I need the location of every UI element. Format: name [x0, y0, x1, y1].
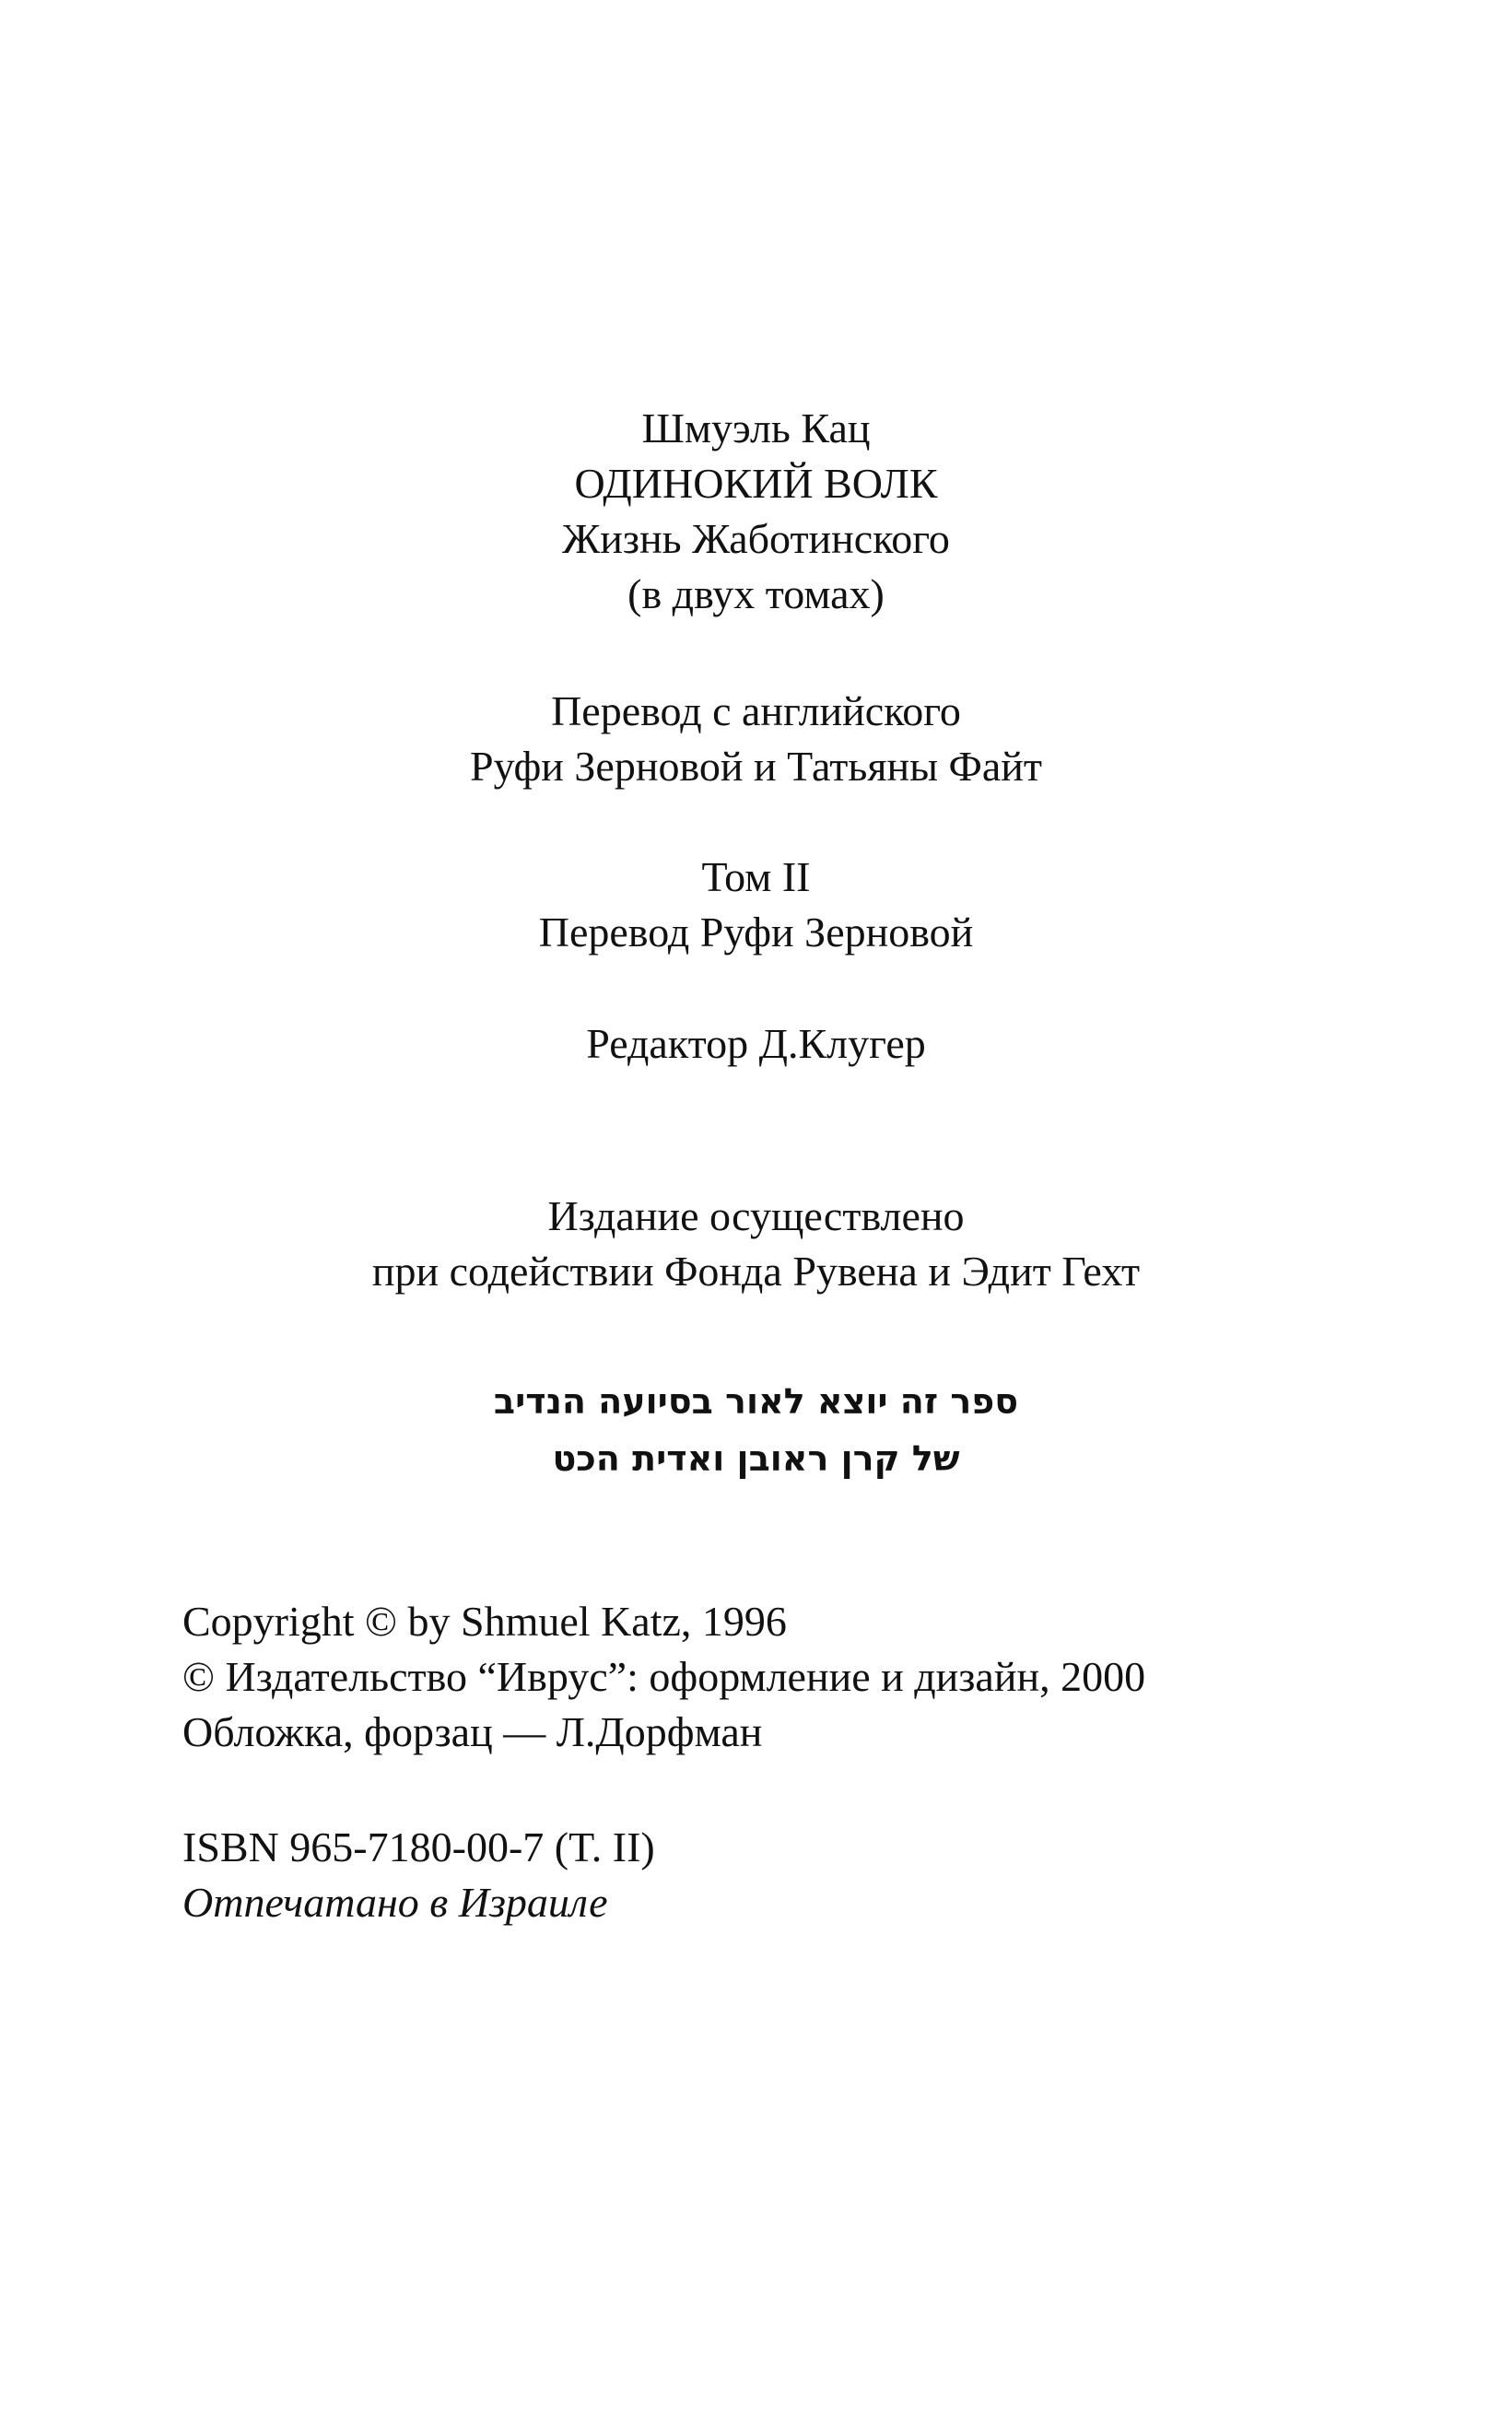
volume-block [0, 850, 1512, 960]
book-subtitle: Жизнь Жаботинского [562, 515, 950, 562]
isbn-block [182, 1820, 655, 1930]
hebrew-line-2: של קרן ראובן ואדית הכט [552, 1438, 960, 1479]
sponsor-line-2: при содействии Фонда Рувена и Эдит Гехт [371, 1248, 1141, 1295]
cover-credit-line: Обложка, форзац — Л.Дорфман [182, 1708, 763, 1755]
isbn-line: ISBN 965-7180-00-7 (T. II) [182, 1823, 655, 1870]
sponsor-line-1: Издание осуществлено [547, 1192, 965, 1239]
hebrew-line-1: ספר זה יוצא לאור בסיועה הנדיב [493, 1381, 1019, 1422]
title-block [0, 401, 1512, 622]
copyright-block [182, 1594, 1145, 1760]
book-title: ОДИНОКИЙ ВОЛК [574, 460, 938, 507]
editor-block [0, 1016, 1512, 1072]
volume-number: Том II [701, 853, 811, 900]
translators-line: Руфи Зерновой и Татьяны Файт [470, 743, 1042, 790]
translation-block [0, 684, 1512, 794]
printed-in-line: Отпечатано в Израиле [182, 1879, 608, 1926]
volumes-note: (в двух томах) [627, 570, 885, 617]
editor-line: Редактор Д.Клугер [586, 1020, 926, 1067]
volume-translator: Перевод Руфи Зерновой [538, 909, 974, 956]
copyright-line: Copyright © by Shmuel Katz, 1996 [182, 1598, 787, 1645]
publisher-copyright-line: © Издательство “Иврус”: оформление и дизайн, 2000 [182, 1653, 1146, 1700]
hebrew-dedication [0, 1373, 1512, 1487]
sponsor-block [0, 1189, 1512, 1299]
author-name: Шмуэль Кац [641, 404, 871, 451]
translation-line: Перевод с английского [551, 687, 961, 734]
